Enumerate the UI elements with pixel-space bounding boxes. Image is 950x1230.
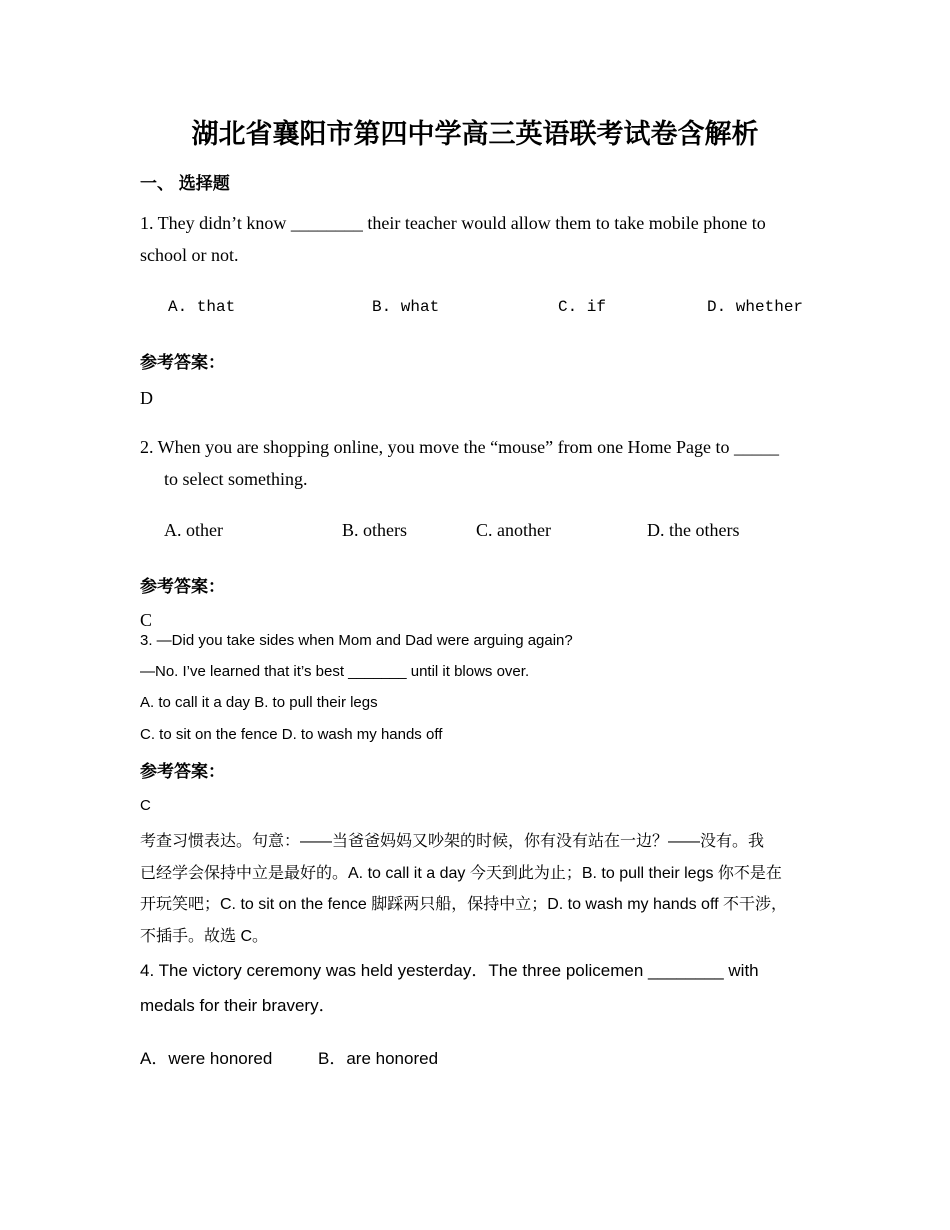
- question-4-option-b: B．are honored: [318, 1049, 439, 1068]
- question-2-text-line2: to select something.: [164, 469, 308, 489]
- question-2-option-c: C. another: [476, 520, 551, 540]
- section-heading: 一、 选择题: [140, 174, 230, 193]
- question-4-text-line2: medals for their bravery．: [140, 996, 336, 1015]
- question-1-text-line1: 1. They didn’t know ________ their teacher would allow them to take mobile phone to: [140, 213, 766, 233]
- question-3-text-line2: —No. I’ve learned that it’s best _______ until it blows over.: [140, 663, 530, 680]
- question-3-explanation-line4: 不插手。故选 C。: [140, 928, 269, 945]
- question-3-answer: C: [140, 797, 151, 814]
- question-1-option-a: A. that: [168, 298, 236, 316]
- question-3-explanation-line3: 开玩笑吧；C. to sit on the fence 脚踩两只船，保持中立；D. to wash my hands off 不干涉，: [140, 896, 787, 913]
- question-2-option-b: B. others: [342, 520, 407, 540]
- question-3-explanation-line1: 考查习惯表达。句意：——当爸爸妈妈又吵架的时候，你有没有站在一边？——没有。我: [140, 833, 765, 850]
- question-4-text-line1: 4. The victory ceremony was held yesterday．The three policemen ________ with: [140, 961, 759, 980]
- question-1-text-line2: school or not.: [140, 245, 239, 265]
- question-2-option-a: A. other: [164, 520, 223, 540]
- question-3-options-line2: C. to sit on the fence D. to wash my hands off: [140, 726, 443, 743]
- question-4-option-a: A．were honored: [140, 1049, 273, 1068]
- question-1-answer-label: 参考答案：: [140, 353, 225, 372]
- question-1-option-b: B. what: [372, 298, 440, 316]
- question-2-answer: C: [140, 610, 153, 630]
- question-3-text-line1: 3. —Did you take sides when Mom and Dad were arguing again?: [140, 632, 573, 649]
- page-title: 湖北省襄阳市第四中学高三英语联考试卷含解析: [191, 119, 759, 149]
- question-1-option-c: C. if: [558, 298, 607, 316]
- question-1-option-d: D. whether: [707, 298, 804, 316]
- question-2-answer-label: 参考答案：: [140, 577, 225, 596]
- question-3-options-line1: A. to call it a day B. to pull their legs: [140, 694, 378, 711]
- question-2-option-d: D. the others: [647, 520, 740, 540]
- question-2-text-line1: 2. When you are shopping online, you move the “mouse” from one Home Page to _____: [140, 437, 780, 457]
- question-3-explanation-line2: 已经学会保持中立是最好的。A. to call it a day 今天到此为止；B. to pull their legs 你不是在: [140, 865, 782, 882]
- question-3-answer-label: 参考答案：: [140, 762, 225, 781]
- question-1-answer: D: [140, 388, 153, 408]
